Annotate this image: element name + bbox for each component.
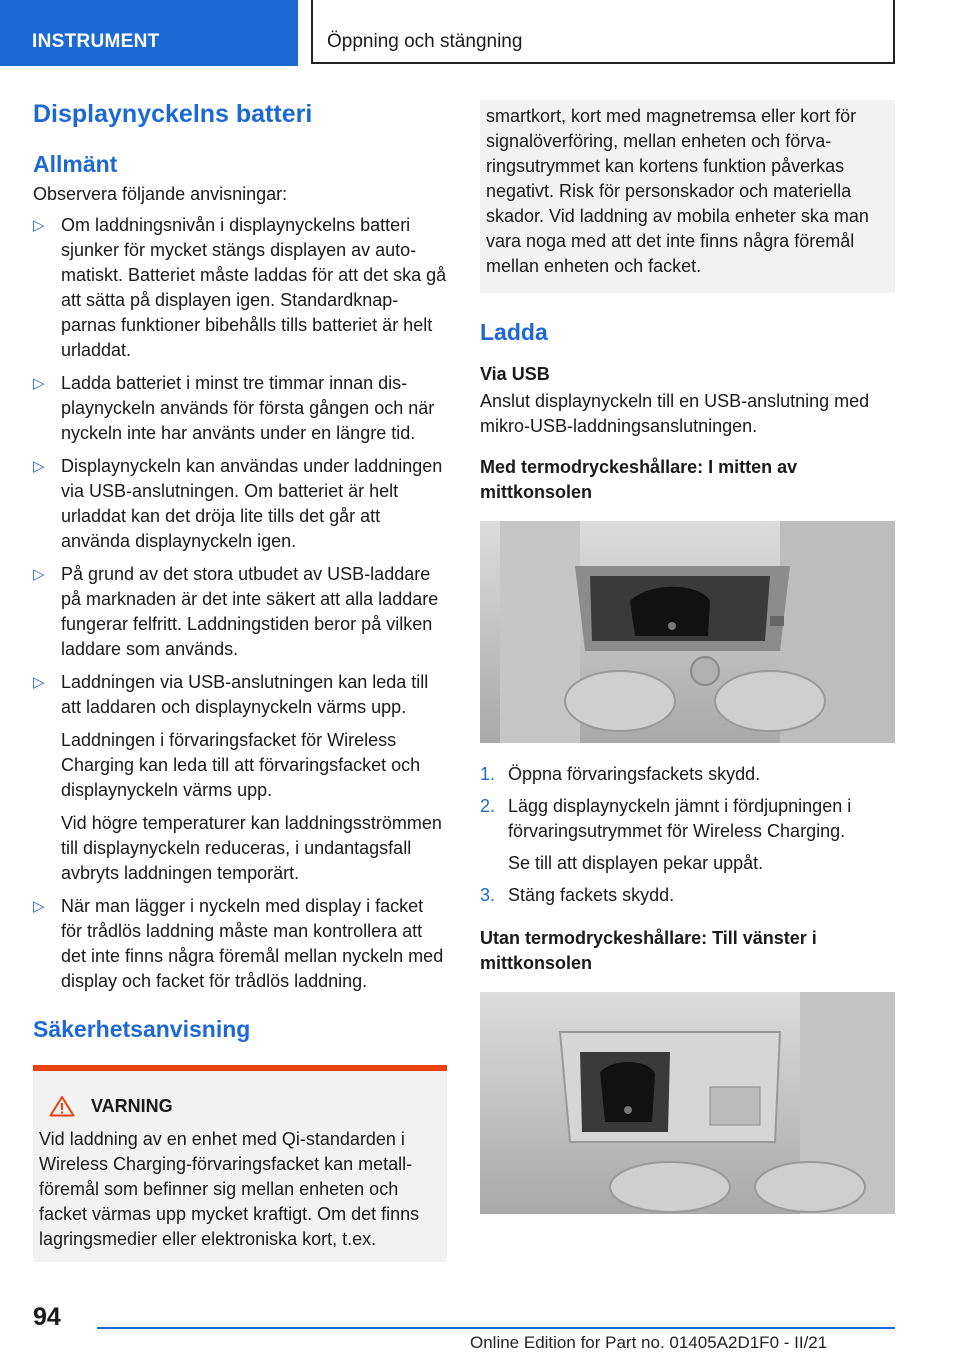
footer-divider [97,1327,895,1329]
steps-list [480,762,895,908]
list-item: ▷ Ladda batteriet i minst tre timmar innan displaynyckeln används för första gången och när nyckeln inte har använts under en längre tid. [33,373,435,443]
usb-heading: Via USB [480,364,550,384]
list-item: 1. Öppna förvaringsfackets skydd. [480,764,761,784]
page-number: 94 [33,1303,61,1331]
triangle-bullet-icon: ▷ [33,566,45,583]
with-holder-heading: Med termodryckeshållare: I mitten av mittkonsolen [480,457,798,502]
general-heading: Allmänt [33,151,118,177]
console-photo-center [480,521,895,743]
triangle-bullet-icon: ▷ [33,458,45,475]
list-item: ▷ När man lägger i nyckeln med display i facket för trådlös laddning måste man kontrollera att det inte finns några föremål mellan nyckeln med display och facket för trådlös laddning. [33,896,444,991]
warning-continued-text: smartkort, kort med magnetremsa eller kort för signalöverföring, mellan enheten och förvaringsutrymmet kan kortens funktion påverkas negativt. Risk för personskador och materiella skador. Vid laddning av mobila enheter ska man vara noga med att det inte finns några föremål mellan enheten och facket. [486,106,869,276]
warning-continued-box [480,100,895,293]
warning-triangle-icon [49,1095,75,1117]
warning-text: Vid laddning av en enhet med Qi-standarden i Wireless Charging-förvaringsfacket kan metallföremål som befinner sig mellan enheten och facket värmas upp mycket kraftigt. Om det finns lagringsmedier eller elektroniska kort, t.ex. [39,1129,420,1249]
chapter-title: Öppning och stängning [311,0,895,64]
warning-header [49,1095,437,1117]
safety-heading: Säkerhetsanvisning [33,1016,251,1042]
list-item: ▷ På grund av det stora utbudet av USB-laddare på marknaden är det inte säkert att alla laddare fungerar felfritt. Laddningstiden beror på vilken laddare som används. [33,564,439,659]
triangle-bullet-icon: ▷ [33,674,45,691]
section-title: Displaynyckelns batteri [33,100,313,128]
list-item: ▷ Om laddningsnivån i displaynyckelns batteri sjunker för mycket stängs displayen av automatiskt. Batteriet måste laddas för att det ska gå att sätta på displayen igen. Standardknapparnas funktioner bibehålls tills batteriet är helt urladdat. [33,215,447,360]
list-item-subtext: Laddningen i förvaringsfacket för Wireless Charging kan leda till att förvaringsfacket och displaynyckeln värms upp. [61,730,421,800]
charge-heading: Ladda [480,319,548,345]
list-item-subtext: Se till att displayen pekar uppåt. [508,853,764,873]
section-tab: INSTRUMENT [0,0,298,66]
without-holder-heading: Utan termodryckeshållare: Till vänster i mittkonsolen [480,928,817,973]
instruction-list [33,213,447,994]
list-item: ▷ Displaynyckeln kan användas under laddningen via USB-anslutningen. Om batteriet är helt urladdat kan det dröja lite tills det går att använda displaynyckeln igen. [33,456,443,551]
warning-box [33,1065,447,1262]
list-item: 2. Lägg displaynyckeln jämnt i fördjupningen i förvaringsutrymmet för Wireless Charging. Se till att displayen pekar uppåt. [480,794,895,876]
intro-text: Observera följande anvisningar: [33,184,288,204]
left-column [33,100,447,1262]
list-item-subtext: Vid högre temperaturer kan laddningsströmmen till displaynyckeln reduceras, i undantagsfall avbryts laddningen temporärt. [61,813,442,883]
triangle-bullet-icon: ▷ [33,217,45,234]
triangle-bullet-icon: ▷ [33,898,45,915]
edition-text: Online Edition for Part no. 01405A2D1F0 - II/21 [470,1333,828,1352]
usb-text: Anslut displaynyckeln till en USB-anslutning med mikro-USB-laddningsanslutningen. [480,391,870,436]
warning-label: VARNING [91,1095,173,1116]
list-item: 3. Stäng fackets skydd. [480,885,675,905]
right-column [480,100,895,1233]
list-item: ▷ Laddningen via USB-anslutningen kan leda till att laddaren och displaynyckeln värms upp. Laddningen i förvaringsfacket för Wireless Charging kan leda till att förvaringsfacket och displaynyckeln värms upp. Vid högre temperaturer kan laddningsströmmen till displaynyckeln reduceras, i undantagsfall avbryts laddningen temporärt. [33,670,447,886]
triangle-bullet-icon: ▷ [33,375,45,392]
console-photo-left [480,992,895,1214]
page-header [0,0,960,66]
